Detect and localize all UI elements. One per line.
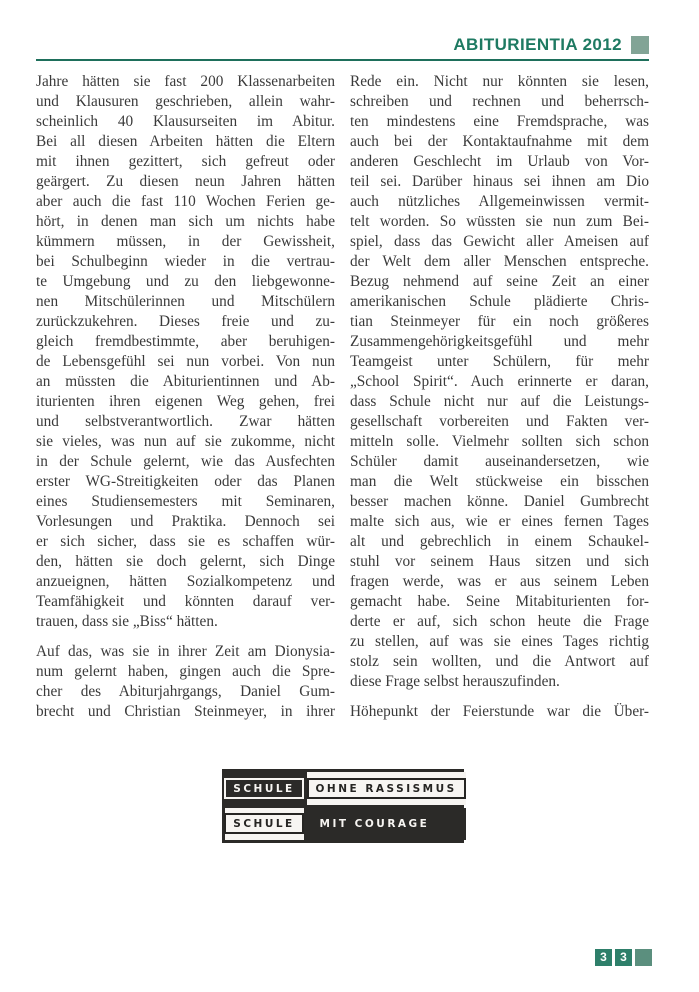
text-line: und selbstverantwortlich. Zwar hätten [36,413,335,430]
text-line: hört, in denen man sich um nichts habe [36,213,335,230]
text-line: besser machen könne. Daniel Gumbrecht [350,493,649,510]
text-line: fragen werde, was er aus seinem Leben [350,573,649,590]
text-line: amerikanischen Schule plädierte Chris- [350,293,649,310]
text-line: te Umgebung und zu den liebgewonne- [36,273,335,290]
text-line: stuhl vor seinem Haus sitzen und sich [350,553,649,570]
right-column [350,72,649,722]
text-line: Bei all diesen Arbeiten hätten die Eltern [36,133,335,150]
text-line: sie vieles, was nun auf sie zukomme, nicht [36,433,335,450]
text-line: Vorlesungen und Praktika. Dennoch sei [36,513,335,530]
text-line: teil sei. Darüber hinaus sei ihnen am Dio [350,173,649,190]
page-number-accent-square-icon [635,949,652,966]
logo-label-schule-top: SCHULE [224,778,303,799]
text-line: tian Steinmeyer für ein noch größeres [350,313,649,330]
text-line: de Lebensgefühl sei nun vorbei. Von nun [36,353,335,370]
text-line: der Welt dem aller Menschen entspreche. [350,253,649,270]
text-line: stolz sein wollten, und die Antwort auf [350,653,649,670]
text-line: Rede ein. Nicht nur könnten sie lesen, [350,73,649,90]
text-line: in der Schule gelernt, wie das Ausfechten [36,453,335,470]
text-line: iturienten ihren eigenen Weg gehen, frei [36,393,335,410]
text-line: schreiben und rechnen und beherrsch- [350,93,649,110]
section-title: ABITURIENTIA 2012 [453,35,622,54]
logo-label-ohne-rassismus: OHNE RASSISMUS [307,778,466,799]
text-line: Teamgeist unter Schülern, für mehr [350,353,649,370]
text-line: auch bei der Kontaktaufnahme mit dem [350,133,649,150]
text-line: malte sich aus, wie er eines fernen Tages [350,513,649,530]
page-number-digit: 3 [595,949,612,966]
text-line: Höhepunkt der Feierstunde war die Über- [350,703,649,720]
logo-label-mit-courage: MIT COURAGE [319,817,430,830]
text-line: ten mindestens eine Fremdsprache, was [350,113,649,130]
text-line: bei Schulbeginn wieder in die vertrau- [36,253,335,270]
text-line: man die Welt stückweise ein bisschen [350,473,649,490]
page-number [595,949,652,966]
text-line: gemacht habe. Seine Mitabiturienten for- [350,593,649,610]
text-line: anderen Geschlecht im Urlaub von Vor- [350,153,649,170]
text-line: scheinlich 40 Klausurseiten im Abitur. [36,113,335,130]
text-line: num gelernt haben, gingen auch die Spre- [36,663,335,680]
text-line: er sich sicher, dass sie es schaffen wür- [36,533,335,550]
header-rule [36,59,649,61]
paragraph [36,642,335,722]
logo-label-schule-bottom: SCHULE [224,813,303,834]
text-line: Bezug nehmend auf seine Zeit an einer [350,273,649,290]
text-line: erster WG-Streitigkeiten oder das Planen [36,473,335,490]
text-line: brecht und Christian Steinmeyer, in ihrer [36,703,335,720]
text-line: zurückzukehren. Dieses freie und zu- [36,313,335,330]
text-line: kümmern müssen, in der Gewissheit, [36,233,335,250]
text-line: Zusammengehörigkeitsgefühl und mehr [350,333,649,350]
text-line: anzueignen, hätten Sozialkompetenz und [36,573,335,590]
text-line: Teamfähigkeit und könnten darauf ver- [36,593,335,610]
paragraph [36,72,335,632]
text-line: geärgert. Zu diesen neun Jahren hätten [36,173,335,190]
text-line: trauen, dass sie „Biss“ hätten. [36,613,218,630]
text-line: gleich fremdbestimmte, aber beruhigen- [36,333,335,350]
text-line: Jahre hätten sie fast 200 Klassenarbeiten [36,73,335,90]
text-line: diese Frage selbst herauszufinden. [350,673,560,690]
paragraph [350,702,649,722]
logo-cell-schule-top [225,772,304,805]
text-line: derte er auf, sich schon heute die Frage [350,613,649,630]
text-line: mitteln solle. Vielmehr sollten sich schon [350,433,649,450]
text-line: cher des Abiturjahrgangs, Daniel Gum- [36,683,335,700]
text-line: eines Studiensemesters mit Seminaren, [36,493,335,510]
text-line: an müssten die Abiturientinnen und Ab- [36,373,335,390]
page-content [36,0,649,843]
logo-cell-mit-courage [307,808,466,841]
page-number-digit: 3 [615,949,632,966]
schule-ohne-rassismus-logo [222,769,464,843]
text-line: gesellschaft vorbereiten und Fakten ver- [350,413,649,430]
left-column [36,72,335,722]
text-line: und Klausuren geschrieben, allein wahr- [36,93,335,110]
logo-cell-ohne-rassismus [307,772,466,805]
text-line: dass Schule nicht nur auf die Leistungs- [350,393,649,410]
header-row [36,35,649,55]
text-line: Auf das, was sie in ihrer Zeit am Dionysia- [36,643,335,660]
text-line: mit ihnen gezittert, sich gefreut oder [36,153,335,170]
text-line: spiel, dass das Gewicht aller Ameisen auf [350,233,649,250]
text-line: zu stellen, auf was sie eines Tages richtig [350,633,649,650]
header-accent-square-icon [631,36,649,54]
text-line: telt worden. So wüssten sie nun zum Bei- [350,213,649,230]
text-line: alt und gebrechlich in einem Schaukel- [350,533,649,550]
page-header [36,35,649,61]
logo-cell-schule-bottom [225,808,304,841]
text-line: den, hätten sie doch gelernt, sich Dinge [36,553,335,570]
article-body [36,72,649,722]
text-line: auch nützliches Allgemeinwissen vermit- [350,193,649,210]
paragraph [350,72,649,692]
text-line: nen Mitschülerinnen und Mitschülern [36,293,335,310]
text-line: Schüler damit auseinandersetzen, wie [350,453,649,470]
text-line: aber auch die fast 110 Wochen Ferien ge- [36,193,335,210]
text-line: „School Spirit“. Auch erinnerte er daran, [350,373,649,390]
